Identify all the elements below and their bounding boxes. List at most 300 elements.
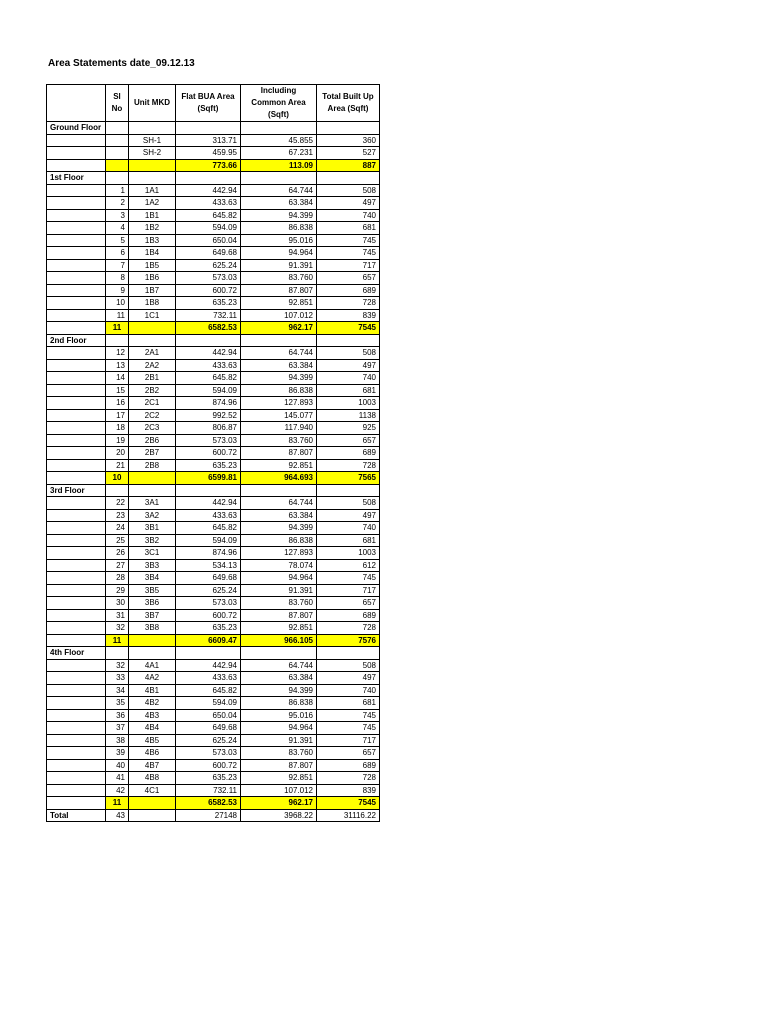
empty-cell [129,647,176,660]
common-area-cell: 94.964 [241,572,317,585]
empty-cell [129,172,176,185]
table-row [47,297,380,310]
sl-no-cell: 8 [106,272,129,285]
subtotal-common-cell: 962.17 [241,322,317,335]
flat-bua-cell: 645.82 [176,522,241,535]
empty-cell [47,597,106,610]
common-area-cell: 94.964 [241,247,317,260]
empty-cell [47,184,106,197]
sl-no-cell: 22 [106,497,129,510]
area-statement-table [46,84,380,822]
total-bua-cell: 740 [317,209,380,222]
table-row [47,372,380,385]
empty-cell [317,334,380,347]
unit-cell: 2A2 [129,359,176,372]
table-row [47,734,380,747]
flat-bua-cell: 594.09 [176,534,241,547]
common-area-cell: 91.391 [241,734,317,747]
unit-cell: 1B6 [129,272,176,285]
common-area-cell: 78.074 [241,559,317,572]
subtotal-total-cell: 7545 [317,797,380,810]
table-row [47,672,380,685]
common-area-cell: 92.851 [241,622,317,635]
flat-bua-cell: 645.82 [176,372,241,385]
unit-cell: 3C1 [129,547,176,560]
total-bua-cell: 612 [317,559,380,572]
empty-cell [129,472,176,485]
common-area-cell: 64.744 [241,659,317,672]
sl-no-cell: 13 [106,359,129,372]
flat-bua-cell: 573.03 [176,272,241,285]
empty-cell [47,584,106,597]
empty-cell [47,684,106,697]
sl-no-cell: 21 [106,459,129,472]
empty-cell [47,247,106,260]
total-bua-cell: 657 [317,597,380,610]
table-row [47,434,380,447]
unit-cell: 4B1 [129,684,176,697]
sl-no-cell: 38 [106,734,129,747]
table-row [47,709,380,722]
subtotal-count-cell [106,159,129,172]
sl-no-cell: 32 [106,659,129,672]
unit-cell: 4B6 [129,747,176,760]
total-bua-cell: 360 [317,134,380,147]
sl-no-cell: 30 [106,597,129,610]
table-row [47,609,380,622]
total-bua-cell: 839 [317,309,380,322]
sl-no-cell: 27 [106,559,129,572]
subtotal-count-cell: 11 [106,797,129,810]
table-row [47,134,380,147]
grand-total-row [47,809,380,822]
empty-cell [47,747,106,760]
unit-cell: 2C1 [129,397,176,410]
flat-bua-cell: 635.23 [176,772,241,785]
empty-cell [47,422,106,435]
common-area-cell: 127.893 [241,397,317,410]
unit-cell: 1B2 [129,222,176,235]
header-including-common-area: Including Common Area (Sqft) [241,85,317,122]
unit-cell: 4B8 [129,772,176,785]
empty-cell [47,359,106,372]
total-bua-cell: 925 [317,422,380,435]
flat-bua-cell: 625.24 [176,734,241,747]
total-built-up-cell: 31116.22 [317,809,380,822]
floor-section-row [47,334,380,347]
unit-cell: 4B3 [129,709,176,722]
flat-bua-cell: 600.72 [176,284,241,297]
subtotal-total-cell: 7545 [317,322,380,335]
flat-bua-cell: 594.09 [176,384,241,397]
table-row [47,622,380,635]
table-row [47,459,380,472]
common-area-cell: 63.384 [241,197,317,210]
unit-cell: 4B4 [129,722,176,735]
unit-cell: 3B3 [129,559,176,572]
subtotal-total-cell: 887 [317,159,380,172]
subtotal-count-cell: 11 [106,634,129,647]
common-area-cell: 95.016 [241,234,317,247]
total-bua-cell: 497 [317,359,380,372]
subtotal-total-cell: 7576 [317,634,380,647]
empty-cell [176,484,241,497]
sl-no-cell: 12 [106,347,129,360]
subtotal-row [47,322,380,335]
table-row [47,309,380,322]
unit-cell: 3B2 [129,534,176,547]
floor-label: 2nd Floor [47,334,106,347]
unit-cell: 2C3 [129,422,176,435]
subtotal-row [47,634,380,647]
empty-cell [47,134,106,147]
sl-no-cell: 32 [106,622,129,635]
empty-cell [47,534,106,547]
table-row [47,684,380,697]
table-row [47,547,380,560]
flat-bua-cell: 313.71 [176,134,241,147]
table-row [47,747,380,760]
empty-cell [47,434,106,447]
flat-bua-cell: 600.72 [176,759,241,772]
empty-cell [47,634,106,647]
empty-cell [176,647,241,660]
unit-cell: 3B7 [129,609,176,622]
sl-no-cell: 42 [106,784,129,797]
sl-no-cell [106,134,129,147]
sl-no-cell: 34 [106,684,129,697]
total-bua-cell: 717 [317,584,380,597]
total-bua-cell: 745 [317,722,380,735]
empty-cell [47,459,106,472]
unit-cell: 4C1 [129,784,176,797]
document-title: Area Statements date_09.12.13 [48,58,195,69]
total-bua-cell: 717 [317,259,380,272]
empty-cell [47,572,106,585]
flat-bua-cell: 442.94 [176,497,241,510]
table-row [47,234,380,247]
empty-cell [47,709,106,722]
subtotal-count-cell: 10 [106,472,129,485]
sl-no-cell: 31 [106,609,129,622]
flat-bua-cell: 635.23 [176,459,241,472]
table-row [47,659,380,672]
total-bua-cell: 508 [317,659,380,672]
empty-cell [47,384,106,397]
common-area-cell: 45.855 [241,134,317,147]
floor-label: 4th Floor [47,647,106,660]
flat-bua-cell: 573.03 [176,747,241,760]
table-row [47,722,380,735]
empty-cell [47,234,106,247]
common-area-cell: 87.807 [241,609,317,622]
unit-cell: 4B2 [129,697,176,710]
total-bua-cell: 728 [317,297,380,310]
unit-cell: 2B1 [129,372,176,385]
sl-no-cell: 41 [106,772,129,785]
common-area-cell: 64.744 [241,497,317,510]
empty-cell [47,284,106,297]
unit-cell: 3A1 [129,497,176,510]
floor-section-row [47,647,380,660]
empty-cell [241,484,317,497]
empty-cell [47,159,106,172]
header-row [47,85,380,122]
table-row [47,284,380,297]
table-row [47,597,380,610]
sl-no-cell: 20 [106,447,129,460]
total-bua-cell: 681 [317,534,380,547]
sl-no-cell: 37 [106,722,129,735]
table-row [47,447,380,460]
sl-no-cell: 28 [106,572,129,585]
empty-cell [47,222,106,235]
sl-no-cell: 39 [106,747,129,760]
sl-no-cell: 5 [106,234,129,247]
flat-bua-cell: 649.68 [176,722,241,735]
empty-cell [47,547,106,560]
total-bua-cell: 681 [317,384,380,397]
table-row [47,509,380,522]
empty-cell [47,209,106,222]
empty-cell [47,759,106,772]
total-bua-cell: 681 [317,697,380,710]
common-area-cell: 95.016 [241,709,317,722]
subtotal-common-cell: 966.105 [241,634,317,647]
unit-cell: SH-1 [129,134,176,147]
common-area-cell: 127.893 [241,547,317,560]
common-area-cell: 87.807 [241,447,317,460]
sl-no-cell: 23 [106,509,129,522]
total-bua-cell: 497 [317,672,380,685]
floor-section-row [47,122,380,135]
empty-cell [47,697,106,710]
empty-cell [47,784,106,797]
sl-no-cell: 4 [106,222,129,235]
common-area-cell: 107.012 [241,784,317,797]
sl-no-cell: 1 [106,184,129,197]
empty-cell [47,472,106,485]
flat-bua-cell: 645.82 [176,209,241,222]
empty-cell [129,797,176,810]
total-bua-cell: 728 [317,622,380,635]
empty-cell [47,734,106,747]
common-area-cell: 92.851 [241,297,317,310]
total-bua-cell: 1138 [317,409,380,422]
empty-cell [47,509,106,522]
empty-cell [129,484,176,497]
unit-cell: 4A1 [129,659,176,672]
table-row [47,772,380,785]
flat-bua-cell: 874.96 [176,547,241,560]
common-area-cell: 86.838 [241,384,317,397]
table-row [47,272,380,285]
floor-label: Ground Floor [47,122,106,135]
common-area-cell: 67.231 [241,147,317,160]
unit-cell: 4A2 [129,672,176,685]
unit-cell: 1C1 [129,309,176,322]
empty-cell [176,334,241,347]
total-label: Total [47,809,106,822]
empty-cell [47,297,106,310]
flat-bua-cell: 874.96 [176,397,241,410]
empty-cell [47,347,106,360]
empty-cell [47,672,106,685]
table-row [47,222,380,235]
sl-no-cell: 33 [106,672,129,685]
table-row [47,147,380,160]
empty-cell [47,259,106,272]
subtotal-row [47,159,380,172]
total-bua-cell: 689 [317,284,380,297]
total-common-cell: 3968.22 [241,809,317,822]
empty-cell [241,334,317,347]
sl-no-cell: 19 [106,434,129,447]
empty-cell [47,609,106,622]
table-row [47,347,380,360]
common-area-cell: 92.851 [241,772,317,785]
flat-bua-cell: 433.63 [176,509,241,522]
common-area-cell: 91.391 [241,584,317,597]
common-area-cell: 83.760 [241,597,317,610]
unit-cell: SH-2 [129,147,176,160]
total-bua-cell: 740 [317,522,380,535]
sl-no-cell: 29 [106,584,129,597]
table-row [47,522,380,535]
unit-cell: 2B8 [129,459,176,472]
unit-cell: 1B7 [129,284,176,297]
subtotal-bua-cell: 6609.47 [176,634,241,647]
flat-bua-cell: 732.11 [176,309,241,322]
flat-bua-cell: 433.63 [176,359,241,372]
unit-cell: 1A2 [129,197,176,210]
unit-cell: 1B8 [129,297,176,310]
empty-cell [106,122,129,135]
common-area-cell: 107.012 [241,309,317,322]
empty-cell [47,397,106,410]
flat-bua-cell: 625.24 [176,584,241,597]
sl-no-cell: 26 [106,547,129,560]
empty-cell [47,309,106,322]
total-bua-cell: 745 [317,709,380,722]
sl-no-cell: 24 [106,522,129,535]
total-bua-cell: 681 [317,222,380,235]
flat-bua-cell: 573.03 [176,597,241,610]
total-bua-cell: 839 [317,784,380,797]
unit-cell: 3B4 [129,572,176,585]
floor-section-row [47,172,380,185]
common-area-cell: 86.838 [241,222,317,235]
empty-cell [129,322,176,335]
table-row [47,359,380,372]
sl-no-cell: 14 [106,372,129,385]
sl-no-cell: 3 [106,209,129,222]
sl-no-cell: 7 [106,259,129,272]
total-bua-cell: 508 [317,497,380,510]
sl-no-cell: 6 [106,247,129,260]
total-bua-cell: 657 [317,434,380,447]
subtotal-bua-cell: 6599.81 [176,472,241,485]
unit-cell: 4B5 [129,734,176,747]
empty-cell [47,372,106,385]
flat-bua-cell: 649.68 [176,247,241,260]
common-area-cell: 63.384 [241,359,317,372]
empty-cell [176,172,241,185]
table-row [47,759,380,772]
empty-cell [47,522,106,535]
common-area-cell: 94.399 [241,684,317,697]
total-bua-cell: 508 [317,184,380,197]
table-row [47,409,380,422]
common-area-cell: 91.391 [241,259,317,272]
unit-cell: 3B5 [129,584,176,597]
common-area-cell: 63.384 [241,509,317,522]
subtotal-common-cell: 964.693 [241,472,317,485]
empty-cell [317,484,380,497]
empty-cell [47,147,106,160]
flat-bua-cell: 649.68 [176,572,241,585]
sl-no-cell: 11 [106,309,129,322]
empty-cell [47,622,106,635]
flat-bua-cell: 459.95 [176,147,241,160]
common-area-cell: 64.744 [241,347,317,360]
total-bua-cell: 27148 [176,809,241,822]
flat-bua-cell: 635.23 [176,622,241,635]
empty-cell [47,197,106,210]
table-row [47,422,380,435]
empty-cell [47,772,106,785]
flat-bua-cell: 732.11 [176,784,241,797]
empty-cell [47,797,106,810]
empty-cell [241,122,317,135]
subtotal-common-cell: 113.09 [241,159,317,172]
sl-no-cell: 40 [106,759,129,772]
flat-bua-cell: 534.13 [176,559,241,572]
common-area-cell: 94.964 [241,722,317,735]
empty-cell [47,322,106,335]
common-area-cell: 83.760 [241,272,317,285]
sl-no-cell: 10 [106,297,129,310]
empty-cell [106,172,129,185]
flat-bua-cell: 433.63 [176,197,241,210]
total-bua-cell: 717 [317,734,380,747]
table-row [47,184,380,197]
sl-no-cell: 36 [106,709,129,722]
total-bua-cell: 527 [317,147,380,160]
common-area-cell: 83.760 [241,747,317,760]
subtotal-total-cell: 7565 [317,472,380,485]
unit-cell: 3A2 [129,509,176,522]
sl-no-cell: 17 [106,409,129,422]
header-sl-no: Sl No [106,85,129,122]
empty-cell [47,409,106,422]
header-total-built-up-area: Total Built Up Area (Sqft) [317,85,380,122]
common-area-cell: 83.760 [241,434,317,447]
table-body [47,122,380,822]
total-bua-cell: 657 [317,747,380,760]
flat-bua-cell: 600.72 [176,447,241,460]
empty-cell [129,809,176,822]
subtotal-bua-cell: 6582.53 [176,797,241,810]
total-count-cell: 43 [106,809,129,822]
floor-label: 1st Floor [47,172,106,185]
flat-bua-cell: 573.03 [176,434,241,447]
empty-cell [317,647,380,660]
subtotal-bua-cell: 773.66 [176,159,241,172]
table-row [47,697,380,710]
sl-no-cell: 15 [106,384,129,397]
header-unit-mkd: Unit MKD [129,85,176,122]
